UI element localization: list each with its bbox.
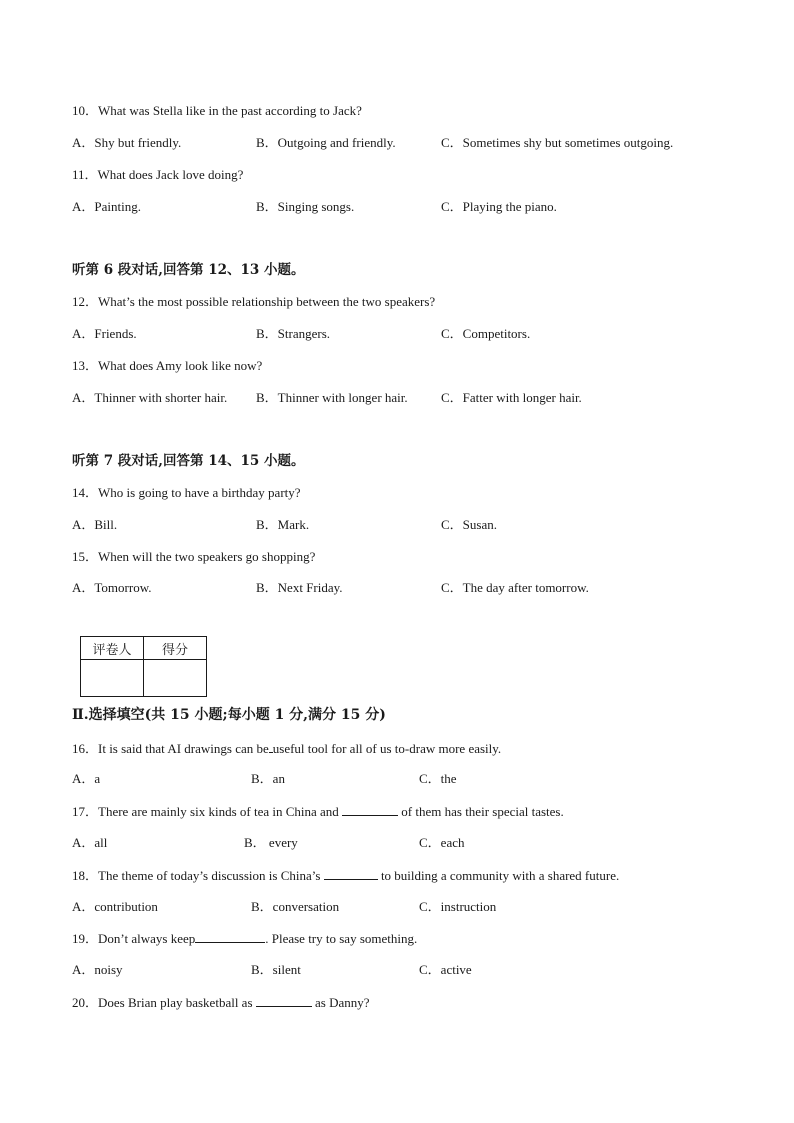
question-19-option-b: B．silent: [251, 962, 301, 977]
question-12-stem: 12．What’s the most possible relationship between the two speakers?: [72, 294, 436, 309]
question-12-option-a: A．Friends.: [72, 326, 137, 341]
answer-blank[interactable]: [195, 930, 265, 943]
question-15-stem: 15．When will the two speakers go shopping?: [72, 549, 316, 564]
question-10-option-a: A．Shy but friendly.: [72, 135, 182, 150]
section-2-title: Ⅱ.选择填空(共 15 小题;每小题 1 分,满分 15 分): [72, 707, 386, 723]
question-12-option-b: B．Strangers.: [256, 326, 331, 341]
grader-label: 评卷人: [81, 637, 144, 660]
question-13-option-c: C．Fatter with longer hair.: [441, 390, 582, 405]
question-10-option-c: C．Sometimes shy but sometimes outgoing.: [441, 135, 674, 150]
question-17-option-b: B． every: [244, 835, 298, 850]
question-18-stem-start: 18．The theme of today’s discussion is China’s: [72, 868, 321, 883]
question-11-option-c: C．Playing the piano.: [441, 199, 557, 214]
answer-blank[interactable]: [256, 994, 312, 1007]
question-17-option-a: A．all: [72, 835, 108, 850]
score-label: 得分: [144, 637, 207, 660]
question-17-stem-start: 17．There are mainly six kinds of tea in China and: [72, 804, 339, 819]
question-18-option-a: A．contribution: [72, 899, 158, 914]
question-14-option-a: A．Bill.: [72, 517, 118, 532]
question-18-stem: [72, 867, 619, 884]
score-cell[interactable]: [144, 660, 207, 697]
question-18-option-b: B．conversation: [251, 899, 340, 914]
question-19-stem: [72, 930, 417, 947]
question-17-option-c: C．each: [419, 835, 465, 850]
question-17-stem: [72, 803, 564, 820]
question-20-stem-start: 20．Does Brian play basketball as: [72, 995, 253, 1010]
question-15-option-a: A．Tomorrow.: [72, 580, 152, 595]
question-16-stem: [72, 740, 501, 757]
question-17-stem-end: of them has their special tastes.: [401, 804, 564, 819]
question-19-stem-start: 19．Don’t always keep: [72, 931, 196, 946]
question-16-option-a: A．a: [72, 771, 101, 786]
question-14-option-b: B．Mark.: [256, 517, 310, 532]
question-16-stem-start: 16．It is said that AI drawings can be: [72, 741, 269, 756]
question-16-option-c: C．the: [419, 771, 457, 786]
grader-cell[interactable]: [81, 660, 144, 697]
answer-blank[interactable]: [324, 867, 378, 880]
section-heading-dialogue-7: 听第 7 段对话,回答第 14、15 小题。: [72, 453, 305, 469]
answer-blank[interactable]: [342, 803, 398, 816]
question-18-option-c: C．instruction: [419, 899, 497, 914]
question-16-stem-end: useful tool for all of us to-draw more easily.: [272, 741, 502, 756]
question-18-stem-end: to building a community with a shared future.: [380, 868, 620, 883]
question-16-option-b: B．an: [251, 771, 285, 786]
question-11-stem: 11．What does Jack love doing?: [72, 167, 244, 182]
question-20-stem-end: as Danny?: [315, 995, 370, 1010]
question-13-stem: 13．What does Amy look like now?: [72, 358, 263, 373]
question-13-option-a: A．Thinner with shorter hair.: [72, 390, 228, 405]
question-14-option-c: C．Susan.: [441, 517, 497, 532]
question-10-option-b: B．Outgoing and friendly.: [256, 135, 396, 150]
question-11-option-a: A．Painting.: [72, 199, 141, 214]
question-20-stem: [72, 994, 370, 1011]
question-11-option-b: B．Singing songs.: [256, 199, 355, 214]
section-heading-dialogue-6: 听第 6 段对话,回答第 12、13 小题。: [72, 262, 305, 278]
question-13-option-b: B．Thinner with longer hair.: [256, 390, 408, 405]
score-table: [80, 636, 207, 697]
question-12-option-c: C．Competitors.: [441, 326, 531, 341]
question-14-stem: 14．Who is going to have a birthday party?: [72, 485, 301, 500]
question-10-stem: 10．What was Stella like in the past according to Jack?: [72, 103, 362, 118]
question-19-option-c: C．active: [419, 962, 472, 977]
question-15-option-b: B．Next Friday.: [256, 580, 343, 595]
question-19-stem-end: . Please try to say something.: [265, 931, 418, 946]
question-19-option-a: A．noisy: [72, 962, 123, 977]
question-15-option-c: C．The day after tomorrow.: [441, 580, 589, 595]
